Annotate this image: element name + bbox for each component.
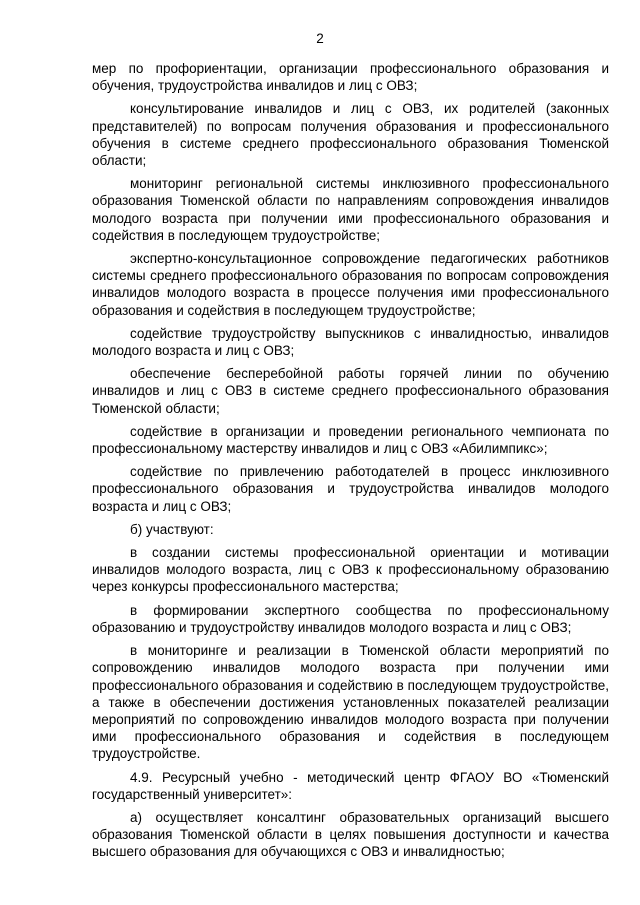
document-body xyxy=(92,60,609,867)
paragraph-consulting-higher-ed: а) осуществляет консалтинг образовательных организаций высшего образования Тюменской области в целях повышения доступности и качества высшего образования для обучающихся с ОВЗ и инвалидностью; xyxy=(92,809,609,860)
paragraph-monitoring-implementation: в мониторинге и реализации в Тюменской области мероприятий по сопровождению инвалидов молодого возраста при получении ими профессионального образования и содействию в последующем трудоустройстве, а также в обеспечении достижения установленных показателей реализации мероприятий по сопровождению инвалидов молодого возраста при получении ими профессионального образования и содействия в последующем трудоустройстве. xyxy=(92,643,609,762)
paragraph-employment-assistance: содействие трудоустройству выпускников с инвалидностью, инвалидов молодого возраста и лиц с ОВЗ; xyxy=(92,325,609,359)
paragraph-expert-support: экспертно-консультационное сопровождение педагогических работников системы среднего профессионального образования по вопросам сопровождения инвалидов молодого возраста в процессе получения ими профессионального образования и содействия в последующем трудоустройстве; xyxy=(92,251,609,318)
paragraph-employers: содействие по привлечению работодателей в процесс инклюзивного профессионального образования и трудоустройства инвалидов молодого возраста и лиц с ОВЗ; xyxy=(92,464,609,514)
page-number: 2 xyxy=(316,31,324,46)
paragraph-abilympics: содействие в организации и проведении регионального чемпионата по профессиональному мастерству инвалидов и лиц с ОВЗ «Абилимпикс»; xyxy=(92,423,609,457)
paragraph-monitoring: мониторинг региональной системы инклюзивного профессионального образования Тюменской области по направлениям сопровождения инвалидов молодого возраста при получении ими профессионального образования и содействия в последующем трудоустройстве; xyxy=(92,176,609,243)
paragraph-continuation: мер по профориентации, организации профессионального образования и обучения, трудоустройства инвалидов и лиц с ОВЗ; xyxy=(92,61,609,94)
paragraph-consulting: консультирование инвалидов и лиц с ОВЗ, их родителей (законных представителей) по вопросам получения образования и профессионального обучения в системе среднего профессионального образования Тюменской области; xyxy=(92,101,609,169)
paragraph-section-4-9: 4.9. Ресурсный учебно - методический центр ФГАОУ ВО «Тюменский государственный университет»: xyxy=(92,769,609,802)
paragraph-orientation-system: в создании системы профессиональной ориентации и мотивации инвалидов молодого возраста, лиц с ОВЗ к профессиональному образованию через конкурсы профессионального мастерства; xyxy=(92,545,609,595)
paragraph-hotline: обеспечение бесперебойной работы горячей линии по обучению инвалидов и лиц с ОВЗ в системе среднего профессионального образования Тюменской области; xyxy=(92,366,609,416)
paragraph-subheading-b: б) участвуют: xyxy=(130,521,214,537)
paragraph-expert-community: в формировании экспертного сообщества по профессиональному образованию и трудоустройству инвалидов молодого возраста и лиц с ОВЗ; xyxy=(92,602,609,635)
